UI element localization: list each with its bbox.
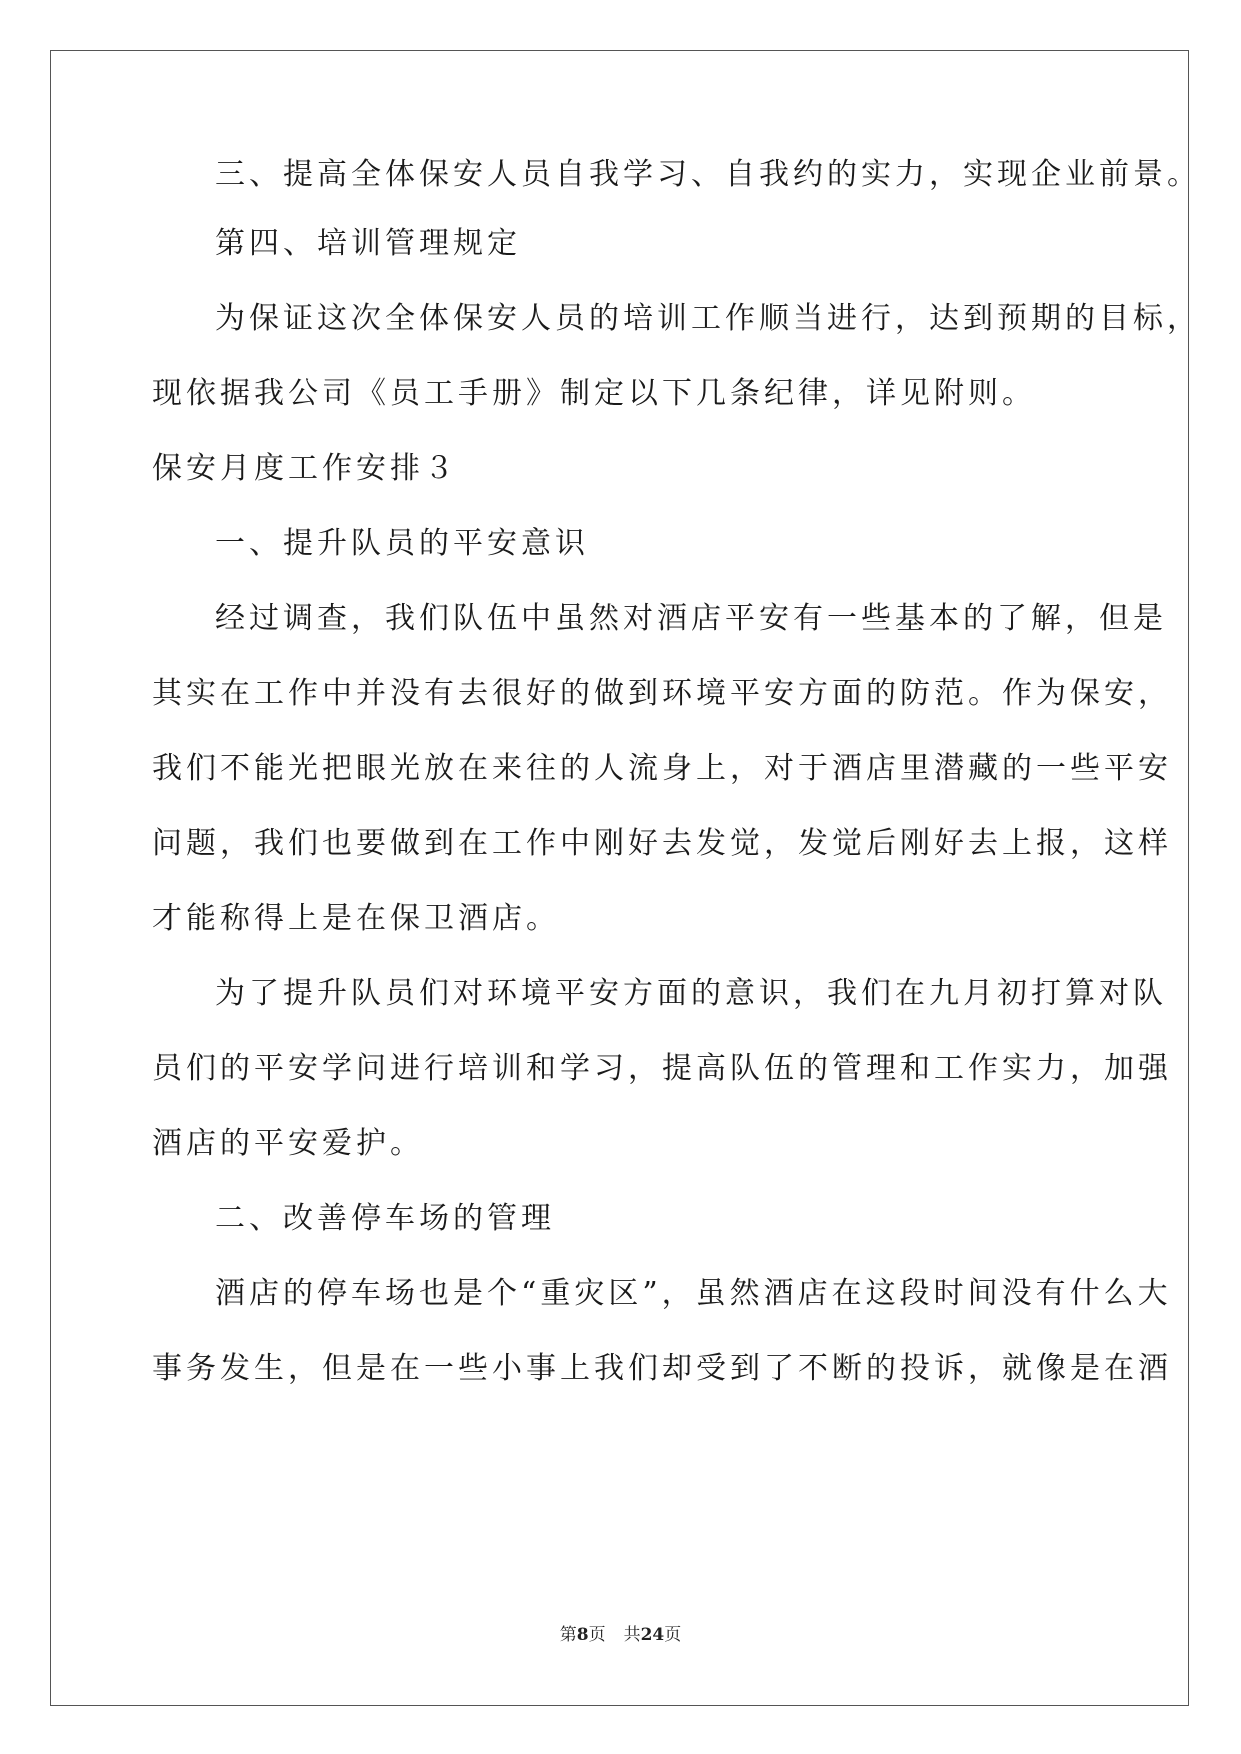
body-line: 事务发生，但是在一些小事上我们却受到了不断的投诉，就像是在酒 bbox=[152, 1351, 1172, 1386]
body-line: 为保证这次全体保安人员的培训工作顺当进行，达到预期的目标， bbox=[215, 301, 1201, 336]
body-line: 经过调查，我们队伍中虽然对酒店平安有一些基本的了解，但是 bbox=[215, 601, 1167, 636]
section-title: 保安月度工作安排３ bbox=[152, 451, 458, 486]
body-line: 问题，我们也要做到在工作中刚好去发觉，发觉后刚好去上报，这样 bbox=[152, 826, 1172, 861]
section-heading: 一、提升队员的平安意识 bbox=[215, 526, 589, 561]
body-line: 酒店的停车场也是个“重灾区”，虽然酒店在这段时间没有什么大 bbox=[215, 1276, 1172, 1311]
body-line: 酒店的平安爱护。 bbox=[152, 1126, 424, 1161]
page-suffix: 页 bbox=[588, 1625, 606, 1645]
body-line: 为了提升队员们对环境平安方面的意识，我们在九月初打算对队 bbox=[215, 976, 1167, 1011]
page-prefix: 第 bbox=[559, 1625, 577, 1645]
body-line: 三、提高全体保安人员自我学习、自我约的实力，实现企业前景。 bbox=[215, 157, 1201, 192]
page-number: 8 bbox=[576, 1625, 589, 1645]
body-line: 其实在工作中并没有去很好的做到环境平安方面的防范。作为保安， bbox=[152, 676, 1172, 711]
total-pages: 24 bbox=[640, 1625, 665, 1645]
section-heading: 第四、培训管理规定 bbox=[215, 226, 521, 261]
body-line: 现依据我公司《员工手册》制定以下几条纪律，详见附则。 bbox=[152, 376, 1036, 411]
total-prefix: 共 bbox=[623, 1625, 641, 1645]
body-line: 才能称得上是在保卫酒店。 bbox=[152, 901, 560, 936]
body-line: 员们的平安学问进行培训和学习，提高队伍的管理和工作实力，加强 bbox=[152, 1051, 1172, 1086]
total-suffix: 页 bbox=[664, 1625, 682, 1645]
section-heading: 二、改善停车场的管理 bbox=[215, 1201, 555, 1236]
page-footer bbox=[0, 1620, 1241, 1645]
body-line: 我们不能光把眼光放在来往的人流身上，对于酒店里潜藏的一些平安 bbox=[152, 751, 1172, 786]
